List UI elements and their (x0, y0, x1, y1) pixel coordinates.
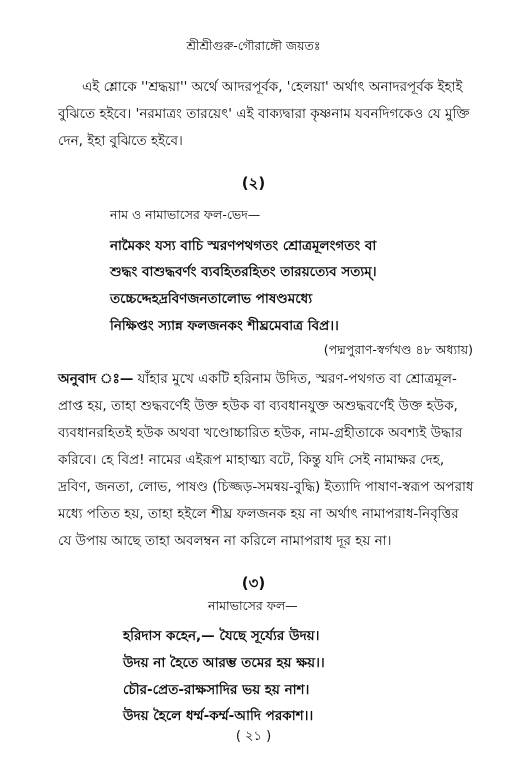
translation-line-6: মধ্যে পতিত হয়, তাহা হইলে শীঘ্র ফলজনক হয় না অর্থাৎ নামাপরাধ-নিবৃত্তির (58, 506, 459, 522)
translation-line-1 (58, 368, 457, 391)
section-3-verse-4: উদয় হৈলে ধর্ম্ম-কর্ম্ম-আদি পরকাশ।। (123, 708, 314, 724)
verse-source: (পদ্মপুরাণ-স্বর্গখণ্ড ৪৮ অধ্যায়) (323, 342, 473, 357)
translation-line-5: দ্রবিণ, জনতা, লোভ, পাষণ্ড (চিজ্জড়-সমন্বয়-বুদ্ধি) ইত্যাদি পাষাণ-স্বরূপ অপরাধ (58, 479, 474, 495)
section-2-verse-3: তচ্চেদ্দেহদ্রবিণজনতালোভ পাষণ্ডমধ্যে (110, 291, 313, 307)
intro-line-3: দেন, ইহা বুঝিতে হইবে। (58, 133, 183, 149)
section-3-subtitle: নামাভাসের ফল— (208, 598, 298, 613)
page-header: শ্রীশ্রীগুরু-গৌরাঙ্গৌ জয়তঃ (186, 38, 321, 53)
section-2-subtitle: নাম ও নামাভাসের ফল-ভেদ— (110, 207, 261, 222)
section-2-verse-4: নিক্ষিপ্তং স্যান্ন ফলজনকং শীঘ্রমেবাত্র বিপ্র।। (110, 318, 339, 334)
section-3-number: (৩) (241, 574, 266, 592)
translation-line-3: ব্যবধানরহিতই হউক অথবা খণ্ডোচ্চারিত হউক, নাম-গ্রহীতাকে অবশ্যই উদ্ধার (58, 425, 463, 441)
page-number: ( ২১ ) (235, 729, 272, 744)
translation-label: অনুবাদ ঃ— (58, 371, 134, 387)
section-2-number: (২) (241, 174, 266, 192)
translation-line-2: প্রাপ্ত হয়, তাহা শুদ্ধবর্ণেই উক্ত হউক বা ব্যবধানযুক্ত অশুদ্ধবর্ণেই উক্ত হউক, (58, 398, 458, 414)
section-3-verse-1: হরিদাস কহেন,— যৈছে সূর্য্যের উদয়। (123, 628, 320, 644)
intro-line-1: এই শ্লোকে ''শ্রদ্ধয়া'' অর্থে আদরপূর্বক, 'হেলয়া' অর্থাৎ অনাদরপূর্বক ইহাই (82, 79, 463, 95)
translation-line-1-text: যাঁহার মুখে একটি হরিনাম উদিত, স্মরণ-পথগত বা শ্রোত্রমূল- (133, 371, 457, 387)
intro-line-2: বুঝিতে হইবে। 'নরমাত্রং তারয়েৎ' এই বাক্যদ্বারা কৃষ্ণনাম যবনদিগকেও যে মুক্তি (58, 106, 470, 122)
section-2-verse-1: নামৈকং যস্য বাচি স্মরণপথগতং শ্রোত্রমূলংগতং বা (110, 238, 377, 254)
section-3-verse-3: চৌর-প্রেত-রাক্ষসাদির ভয় হয় নাশ। (123, 682, 310, 698)
translation-line-4: করিবে। হে বিপ্র! নামের এইরূপ মাহাত্ম্য বটে, কিন্তু যদি সেই নামাক্ষর দেহ, (58, 452, 445, 468)
translation-line-7: যে উপায় আছে তাহা অবলম্বন না করিলে নামাপরাধ দূর হয় না। (58, 533, 392, 549)
section-2-verse-2: শুদ্ধং বাশুদ্ধবর্ণং ব্যবহিতরহিতং তারয়ত্যেব সত্যম্। (110, 264, 377, 280)
section-3-verse-2: উদয় না হৈতে আরম্ভ তমের হয় ক্ষয়।। (123, 655, 325, 671)
